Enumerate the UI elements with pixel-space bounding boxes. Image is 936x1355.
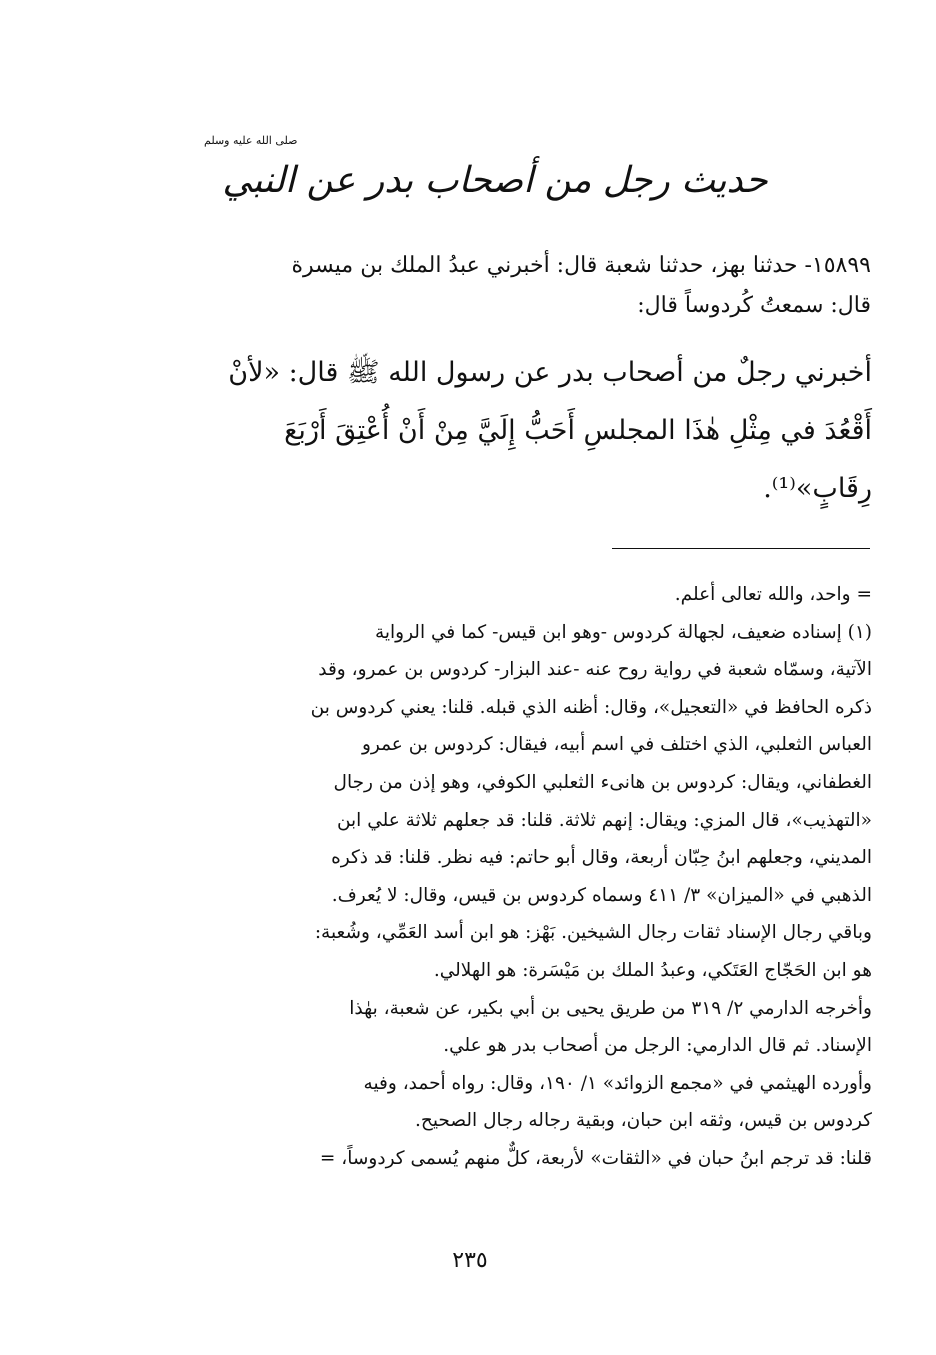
footnote-separator [612,548,870,549]
isnad-line: ١٥٨٩٩- حدثنا بهز، حدثنا شعبة قال: أخبرني عبدُ الملك بن ميسرة [291,253,871,278]
footnote-line: = واحد، والله تعالى أعلم. [674,584,872,605]
footnote-line: هو ابن الحَجّاج العَتَكي، وعبدُ الملك بن مَيْسَرة: هو الهلالي. [433,959,872,981]
footnote-line: الإسناد. ثم قال الدارمي: الرجل من أصحاب بدر هو علي. [443,1035,872,1057]
footnote-line: الغطفاني، ويقال: كردوس بن هانىء الثعلبي الكوفي، وهو إذن من رجال [333,771,872,793]
matn-line: أخبرني رجلٌ من أصحاب بدر عن رسول الله ﷺ قال: «لأنْ [228,357,872,388]
matn-line: رِقَابٍ»⁽¹⁾. [763,473,872,504]
footnote-line: العباس الثعلبي، الذي اختلف في اسم أبيه، فيقال: كردوس بن عمرو [361,734,872,756]
footnote-line: الآتية، وسمّاه شعبة في رواية روح عنه -عند البزار- كردوس بن عمرو، وقد [318,659,872,681]
footnote-line: «التهذيب»، قال المزي: ويقال: إنهم ثلاثة. قلنا: قد جعلهم ثلاثة علي ابن [336,809,872,831]
footnote-line: الذهبي في «الميزان» ٣/ ٤١١ وسماه كردوس بن قيس، وقال: لا يُعرف. [331,884,872,906]
footnotes [162,576,872,1178]
chapter-heading [200,134,790,220]
footnote-line: وباقي رجال الإسناد ثقات رجال الشيخين. بَهْز: هو ابن أسد العَمِّي، وشُعبة: [314,922,872,944]
honorific-formula: صلى الله عليه وسلم [204,134,298,147]
footnote-line: المديني، وجعلهم ابنُ حِبّان أربعة، وقال أبو حاتم: فيه نظر. قلنا: قد ذكره [331,847,872,869]
footnote-line: ذكره الحافظ في «التعجيل»، وقال: أظنه الذي قبله. قلنا: يعني كردوس بن [310,696,872,718]
footnote-line: كردوس بن قيس، وثقه ابن حبان، وبقية رجاله رجال الصحيح. [415,1110,872,1132]
footnote-line: قلنا: قد ترجم ابنُ حبان في «الثقات» لأربعة، كلٌّ منهم يُسمى كردوساً، = [319,1147,872,1169]
hadith-isnad [165,246,871,326]
chapter-title: حديث رجل من أصحاب بدر عن النبي [222,159,768,201]
isnad-line: قال: سمعتُ كُردوساً قال: [637,293,871,318]
footnote-line: (١) إسناده ضعيف، لجهالة كردوس -وهو ابن قيس- كما في الرواية [374,621,872,643]
hadith-text [160,344,872,518]
page-number: ٢٣٥ [452,1248,488,1273]
footnote-line: وأخرجه الدارمي ٢/ ٣١٩ من طريق يحيى بن أبي بكير، عن شعبة، بهٰذا [349,997,872,1019]
matn-line: أَقْعُدَ في مِثْلِ هٰذَا المجلسِ أَحَبُّ إِلَيَّ مِنْ أَنْ أُعْتِقَ أَرْبَعَ [284,415,872,446]
footnote-line: وأورده الهيثمي في «مجمع الزوائد» ١/ ١٩٠، وقال: رواه أحمد، وفيه [363,1072,872,1094]
